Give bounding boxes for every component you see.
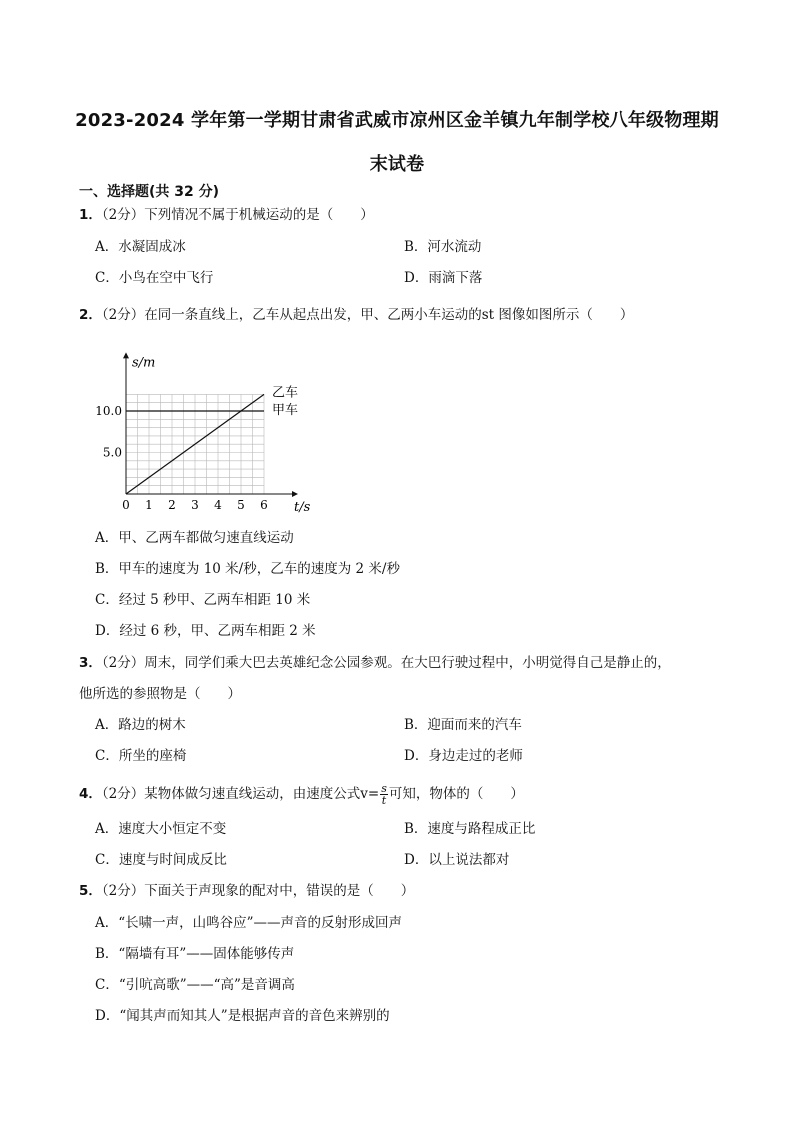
st-graph — [90, 340, 320, 520]
y-tick-label: 5.0 — [102, 445, 122, 460]
q2-option-a: A．甲、乙两车都做匀速直线运动 — [95, 530, 294, 546]
q3-option-d: D．身边走过的老师 — [404, 748, 523, 764]
question-3 — [79, 654, 671, 672]
question-1 — [79, 206, 374, 224]
q4-option-b: B．速度与路程成正比 — [404, 821, 536, 837]
q3-option-a: A．路边的树木 — [95, 717, 186, 733]
fraction-numerator: s — [381, 782, 387, 795]
y-axis-label: s/m — [132, 355, 156, 371]
question-number: 4． — [79, 786, 102, 802]
section-heading: 一、选择题(共 32 分) — [79, 184, 220, 200]
question-5 — [79, 882, 414, 900]
x-axis-arrow — [292, 491, 298, 497]
fraction-denominator: t — [381, 794, 387, 807]
q2-option-b: B．甲车的速度为 10 米/秒，乙车的速度为 2 米/秒 — [95, 561, 400, 577]
q1-option-c: C．小鸟在空中飞行 — [95, 270, 214, 286]
question-text: （2分）下列情况不属于机械运动的是（ ） — [101, 207, 374, 223]
q2-option-d: D．经过 6 秒，甲、乙两车相距 2 米 — [95, 623, 316, 639]
question-text: （2分）在同一条直线上，乙车从起点出发，甲、乙两小车运动的st 图像如图所示（ ） — [101, 307, 634, 323]
q4-option-c: C．速度与时间成反比 — [95, 852, 227, 868]
x-axis-label: t/s — [294, 500, 311, 515]
question-text: （2分）周末，同学们乘大巴去英雄纪念公园参观。在大巴行驶过程中，小明觉得自己是静止的， — [101, 655, 671, 671]
x-tick-label: 3 — [191, 498, 199, 512]
question-2 — [79, 306, 633, 324]
question-number: 3． — [79, 655, 102, 671]
q5-option-a: A．“长啸一声，山鸣谷应”——声音的反射形成回声 — [95, 915, 403, 931]
q1-option-b: B．河水流动 — [404, 239, 482, 255]
q5-option-d: D．“闻其声而知其人”是根据声音的音色来辨别的 — [95, 1008, 390, 1024]
x-tick-label: 5 — [237, 498, 245, 512]
x-tick-label: 4 — [214, 498, 222, 512]
question-text-end: 可知，物体的（ ） — [388, 786, 524, 802]
series-label: 乙车 — [272, 385, 299, 401]
velocity-fraction — [380, 783, 388, 806]
q5-option-b: B．“隔墙有耳”——固体能够传声 — [95, 946, 295, 962]
question-number: 1． — [79, 207, 102, 223]
x-tick-label: 1 — [145, 498, 153, 512]
question-number: 5． — [79, 883, 102, 899]
question-4 — [79, 780, 524, 808]
y-tick-label: 10.0 — [95, 404, 122, 418]
x-tick-label: 0 — [122, 498, 130, 512]
x-tick-label: 6 — [260, 498, 268, 512]
q1-option-d: D．雨滴下落 — [404, 270, 483, 286]
question-text: （2分）某物体做匀速直线运动，由速度公式v= — [101, 786, 380, 802]
q4-option-a: A．速度大小恒定不变 — [95, 821, 227, 837]
question-3-continued: 他所选的参照物是（ ） — [79, 686, 241, 702]
chart-labels — [132, 355, 311, 515]
q3-option-c: C．所坐的座椅 — [95, 748, 187, 764]
exam-title-line1: 2023-2024 学年第一学期甘肃省武威市凉州区金羊镇九年制学校八年级物理期 — [75, 110, 719, 131]
x-tick-label: 2 — [168, 498, 176, 512]
series-label: 甲车 — [272, 403, 299, 418]
y-axis-arrow — [123, 352, 129, 358]
question-text: （2分）下面关于声现象的配对中，错误的是（ ） — [101, 883, 415, 899]
exam-title-line2: 末试卷 — [369, 154, 425, 175]
q4-option-d: D．以上说法都对 — [404, 852, 510, 868]
q2-option-c: C．经过 5 秒甲、乙两车相距 10 米 — [95, 592, 311, 608]
q1-option-a: A．水凝固成冰 — [95, 239, 186, 255]
q3-option-b: B．迎面而来的汽车 — [404, 717, 522, 733]
q5-option-c: C．“引吭高歌”——“高”是音调高 — [95, 977, 295, 993]
question-number: 2． — [79, 307, 102, 323]
chart-ticks — [95, 404, 268, 512]
